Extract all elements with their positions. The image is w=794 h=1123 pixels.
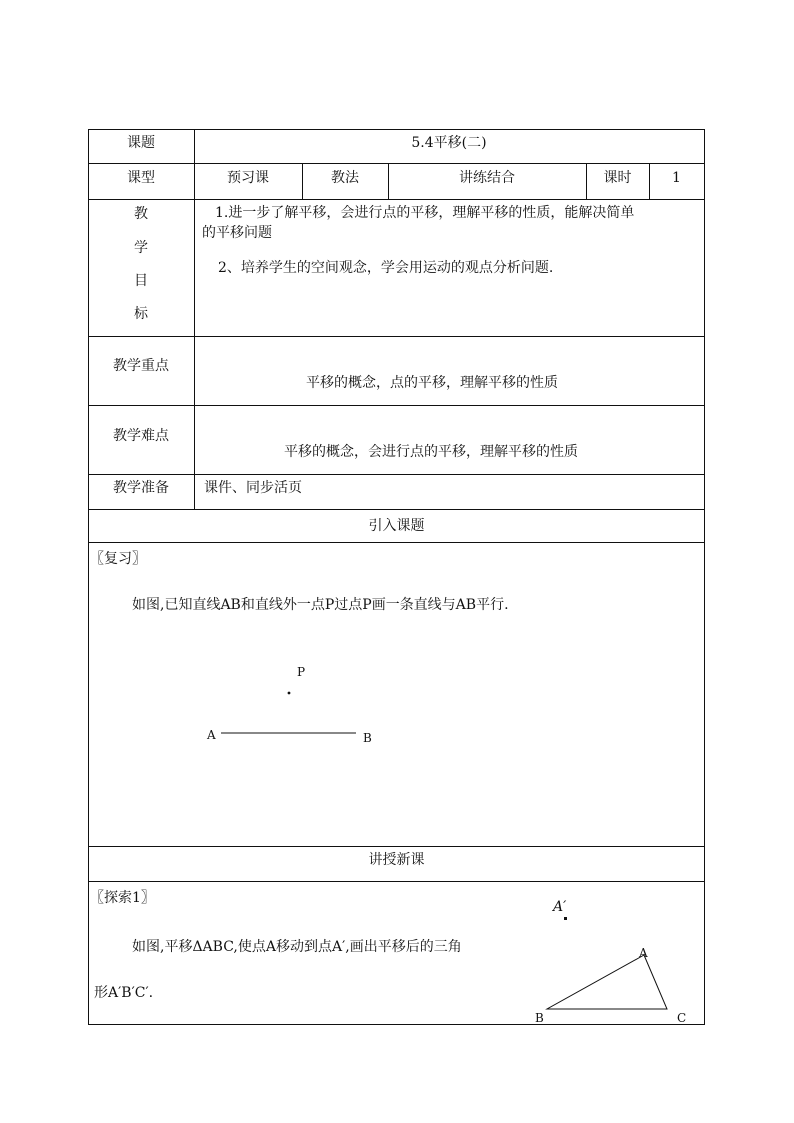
goal-1-text-cont: 的平移问题 <box>202 225 272 241</box>
goal-2-text: 2、培养学生的空间观念，学会用运动的观点分析问题. <box>218 260 554 276</box>
triangle-abc <box>547 955 667 1009</box>
hours-label: 课时 <box>603 170 632 186</box>
preparation-label: 教学准备 <box>113 480 169 496</box>
goals-label-char: 目 <box>134 273 148 289</box>
point-p-mark <box>288 692 291 695</box>
table-border <box>88 509 705 510</box>
point-p-label: P <box>297 665 306 679</box>
explore-tag: 〖探索1〗 <box>90 890 155 906</box>
vertex-c-label: C <box>677 1011 687 1025</box>
type-label: 课型 <box>127 170 155 186</box>
preparation-value: 课件、同步活页 <box>204 480 302 496</box>
difficulties-value: 平移的概念，会进行点的平移，理解平移的性质 <box>284 444 578 460</box>
method-label: 教法 <box>331 170 359 186</box>
lesson-plan-table <box>88 129 705 1025</box>
table-border <box>88 474 705 475</box>
review-tag: 〖复习〗 <box>90 551 146 567</box>
intro-heading: 引入课题 <box>368 518 425 534</box>
explore-text-line2: 形A′B′C′. <box>94 985 154 1001</box>
table-border <box>88 129 705 130</box>
table-border <box>88 1024 705 1025</box>
review-figure <box>88 543 704 845</box>
goals-label-char: 教 <box>134 206 148 222</box>
point-a-prime-mark <box>564 917 567 920</box>
table-border <box>88 163 705 164</box>
title-label: 课题 <box>127 135 155 151</box>
vertex-a-label: A <box>639 946 648 960</box>
new-lesson-heading: 讲授新课 <box>368 852 425 868</box>
goal-1-text: 1.进一步了解平移，会进行点的平移，理解平移的性质，能解决简单 <box>215 205 635 221</box>
key-points-value: 平移的概念，点的平移，理解平移的性质 <box>306 375 558 391</box>
table-border <box>88 846 705 847</box>
difficulties-label: 教学难点 <box>113 428 169 444</box>
explore-figure <box>88 882 704 1024</box>
lesson-title: 5.4平移(二) <box>411 135 487 151</box>
point-a-label: A <box>207 728 216 742</box>
key-points-label: 教学重点 <box>113 358 169 374</box>
vertex-b-label: B <box>535 1011 544 1025</box>
table-border <box>88 199 705 200</box>
point-a-prime-label: A′ <box>553 899 567 915</box>
review-text: 如图,已知直线AB和直线外一点P过点P画一条直线与AB平行. <box>132 597 509 613</box>
table-border <box>88 336 705 337</box>
explore-text-line1: 如图,平移ΔABC,使点A移动到点A′,画出平移后的三角 <box>132 939 462 955</box>
method-value: 讲练结合 <box>459 170 515 186</box>
type-value: 预习课 <box>227 170 269 186</box>
point-b-label: B <box>363 731 372 745</box>
hours-value: 1 <box>672 170 681 186</box>
table-border <box>704 129 705 1025</box>
goals-label-char: 标 <box>134 306 148 322</box>
goals-label-char: 学 <box>134 240 148 256</box>
table-border <box>88 405 705 406</box>
